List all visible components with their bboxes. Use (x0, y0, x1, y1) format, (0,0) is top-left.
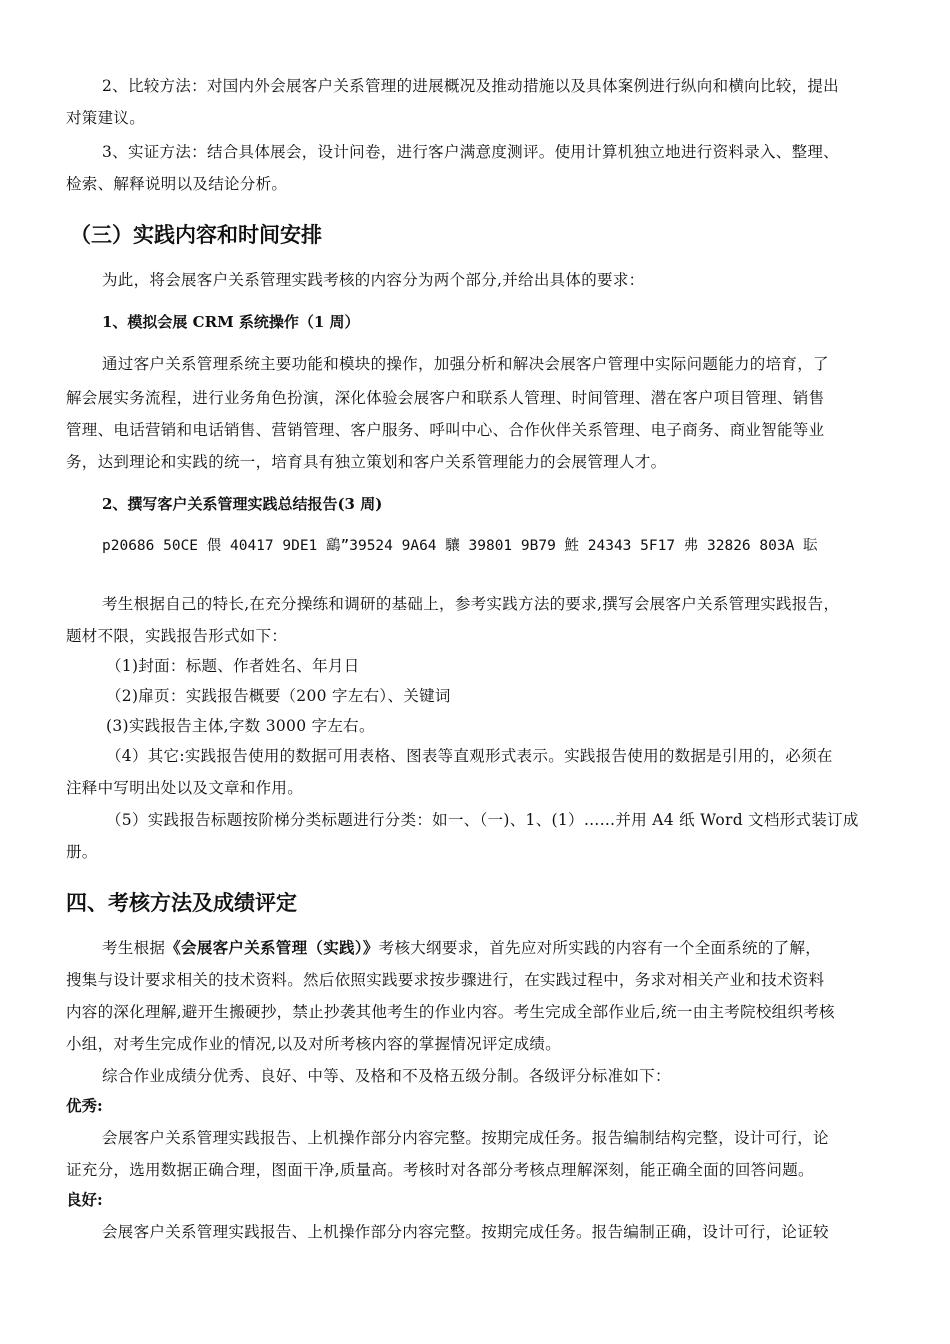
report-line-1: 考生根据自己的特长,在充分操练和调研的基础上，参考实践方法的要求,撰写会展客户关系管理实践报告， (102, 595, 840, 613)
part-1-title: 1、模拟会展 CRM 系统操作（1 周） (102, 313, 360, 331)
section-3-intro: 为此，将会展客户关系管理实践考核的内容分为两个部分,并给出具体的要求： (102, 271, 645, 289)
method-2-line-2: 对策建议。 (66, 109, 146, 127)
section-4-para-1-line-4: 小组，对考生完成作业的情况,以及对所考核内容的掌握情况评定成绩。 (66, 1035, 562, 1053)
section-4-para-1-line-3: 内容的深化理解,避开生搬硬抄，禁止抄袭其他考生的作业内容。考生完成全部作业后,统一由主考院校组织考核 (66, 1003, 835, 1021)
section-4-para-1-line-2: 搜集与设计要求相关的技术资料。然后依照实践要求按步骤进行，在实践过程中，务求对相关产业和技术资料 (66, 971, 825, 989)
method-3-line-1: 3、实证方法：结合具体展会，设计问卷，进行客户满意度测评。使用计算机独立地进行资料录入、整理、 (102, 143, 839, 161)
part-1-line-3: 管理、电话营销和电话销售、营销管理、客户服务、呼叫中心、合作伙伴关系管理、电子商务、商业智能等业 (66, 421, 825, 439)
report-item-5-line-2: 册。 (66, 843, 98, 861)
part-1-line-4: 务，达到理论和实践的统一，培育具有独立策划和客户关系管理能力的会展管理人才。 (66, 453, 667, 471)
report-line-2: 题材不限，实践报告形式如下： (66, 627, 288, 645)
report-item-4-line-2: 注释中写明出处以及文章和作用。 (66, 779, 304, 797)
grading-intro: 综合作业成绩分优秀、良好、中等、及格和不及格五级分制。各级评分标准如下： (102, 1067, 671, 1085)
grade-excellent-label: 优秀: (66, 1096, 103, 1115)
syllabus-title: 《会展客户关系管理（实践）》 (165, 938, 379, 957)
section-4-para-1-line-1 (102, 938, 922, 958)
method-2-line-1: 2、比较方法：对国内外会展客户关系管理的进展概况及推动措施以及具体案例进行纵向和横向比较，提出 (102, 77, 839, 95)
para-1-lead: 考生根据 (102, 939, 166, 957)
part-1-line-2: 解会展实务流程，进行业务角色扮演，深化体验会展客户和联系人管理、时间管理、潜在客户项目管理、销售 (66, 389, 825, 407)
section-4-heading: 四、考核方法及成绩评定 (66, 890, 297, 915)
report-item-3: (3)实践报告主体,字数 3000 字左右。 (106, 717, 375, 735)
grade-excellent-line-2: 证充分，选用数据正确合理，图面干净,质量高。考核时对各部分考核点理解深刻，能正确全面的回答问题。 (66, 1161, 814, 1179)
code-line: p20686 50CE 偎 40417 9DE1 鷂”39524 9A64 驤 39801 9B79 鮏 24343 5F17 弗 32826 803A 耺 (102, 538, 818, 554)
part-1-line-1: 通过客户关系管理系统主要功能和模块的操作，加强分析和解决会展客户管理中实际问题能力的培育，了 (102, 355, 829, 373)
report-item-5-line-1: （5）实践报告标题按阶梯分类标题进行分类：如一、（一)、1、(1）……并用 A4 纸 Word 文档形式装订成 (106, 811, 859, 829)
section-3-heading: （三）实践内容和时间安排 (70, 222, 322, 247)
method-3-line-2: 检索、解释说明以及结论分析。 (66, 175, 288, 193)
para-1-rest: 考核大纲要求，首先应对所实践的内容有一个全面系统的了解， (378, 939, 822, 957)
part-2-title: 2、撰写客户关系管理实践总结报告(3 周) (102, 495, 383, 513)
grade-excellent-line-1: 会展客户关系管理实践报告、上机操作部分内容完整。按期完成任务。报告编制结构完整，设计可行，论 (102, 1129, 829, 1147)
report-item-1: （1)封面：标题、作者姓名、年月日 (106, 657, 360, 675)
grade-good-line-1: 会展客户关系管理实践报告、上机操作部分内容完整。按期完成任务。报告编制正确，设计可行，论证较 (102, 1223, 829, 1241)
report-item-2: （2)扉页：实践报告概要（200 字左右）、关键词 (106, 687, 451, 705)
grade-good-label: 良好: (66, 1190, 103, 1209)
report-item-4-line-1: （4）其它:实践报告使用的数据可用表格、图表等直观形式表示。实践报告使用的数据是引用的，必须在 (106, 747, 833, 765)
